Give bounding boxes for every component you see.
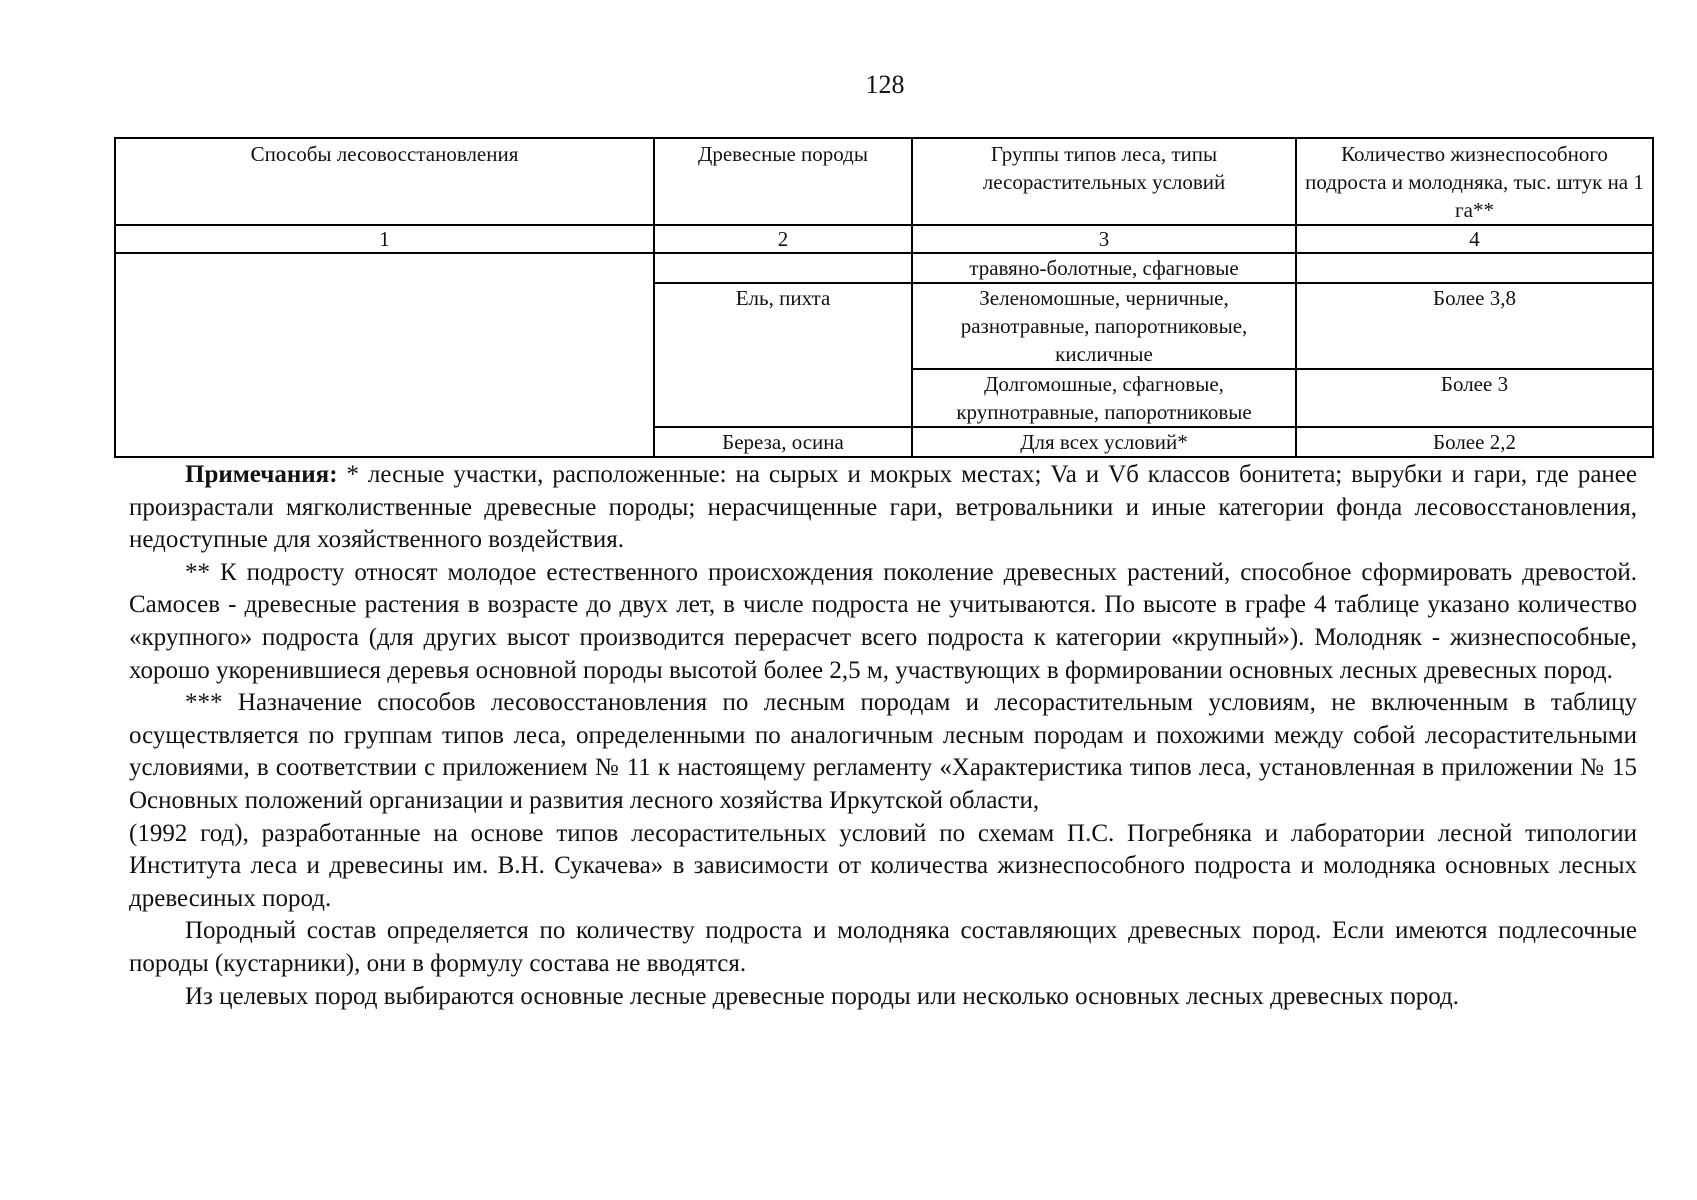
note-paragraph: ** К подросту относят молодое естественного происхождения поколение древесных растений, способное сформировать древостой. Самосев - древесные растения в возрасте до двух лет, в числе подроста не учитываются. По высоте в графе 4 таблице указано количество «крупного» подроста (для других высот производится перерасчет всего подроста к категории «крупный»). Молодняк - жизнеспособные, хорошо укоренившиеся деревья основной породы высотой более 2,5 м, участвующих в формировании основных лесных древесных пород. bbox=[129, 558, 1637, 684]
condition-cell: Для всех условий* bbox=[912, 427, 1296, 457]
quantity-cell: Более 3,8 bbox=[1296, 283, 1653, 369]
quantity-cell: Более 3 bbox=[1296, 369, 1653, 427]
condition-cell: Долгомошные, сфагновые, крупнотравные, папоротниковые bbox=[912, 369, 1296, 427]
column-number: 3 bbox=[912, 225, 1296, 253]
quantity-cell: Более 2,2 bbox=[1296, 427, 1653, 457]
notes-section bbox=[129, 459, 1637, 1013]
table-row bbox=[115, 253, 1653, 283]
notes-label: Примечания: bbox=[185, 461, 338, 488]
note-paragraph: *** Назначение способов лесовосстановления по лесным породам и лесорастительным условиям, не включенным в таблицу осуществляется по группам типов леса, определенными по аналогичным лесным породам и похожими между собой лесорастительными условиями, в соответствии с приложением № 11 к настоящему регламенту «Характеристика типов леса, установленная в приложении № 15 Основных положений организации и развития лесного хозяйства Иркутской области, bbox=[129, 689, 1637, 814]
header-forest-types: Группы типов леса, типы лесорастительных условий bbox=[912, 138, 1296, 225]
note-paragraph: Из целевых пород выбираются основные лесные древесные породы или несколько основных лесных древесных пород. bbox=[185, 982, 1460, 1010]
column-number-row bbox=[115, 225, 1653, 253]
condition-cell: травяно-болотные, сфагновые bbox=[912, 253, 1296, 283]
note-text: * лесные участки, расположенные: на сырых и мокрых местах; Va и Vб классов бонитета; вырубки и гари, где ранее произрастали мягколиственные древесные породы; нерасчищенные гари, ветровальники и иные категории фонда лесовосстановления, недоступные для хозяйственного воздействия. bbox=[129, 461, 1637, 554]
page-number: 128 bbox=[865, 70, 905, 99]
header-species: Древесные породы bbox=[654, 138, 912, 225]
note-paragraph: Породный состав определяется по количеству подроста и молодняка составляющих древесных пород. Если имеются подлесочные породы (кустарники), они в формулу состава не вводятся. bbox=[129, 917, 1637, 977]
reforestation-table bbox=[114, 137, 1654, 458]
column-number: 2 bbox=[654, 225, 912, 253]
header-methods: Способы лесовосстановления bbox=[115, 138, 654, 225]
species-cell: Ель, пихта bbox=[654, 283, 912, 427]
method-cell bbox=[115, 253, 654, 457]
species-cell: Береза, осина bbox=[654, 427, 912, 457]
column-number: 1 bbox=[115, 225, 654, 253]
quantity-cell bbox=[1296, 253, 1653, 283]
column-number: 4 bbox=[1296, 225, 1653, 253]
note-paragraph bbox=[129, 459, 1637, 557]
condition-cell: Зеленомошные, черничные, разнотравные, папоротниковые, кисличные bbox=[912, 283, 1296, 369]
header-quantity: Количество жизнеспособного подроста и молодняка, тыс. штук на 1 га** bbox=[1296, 138, 1653, 225]
species-cell bbox=[654, 253, 912, 283]
note-paragraph: (1992 год), разработанные на основе типов лесорастительных условий по схемам П.С. Погребняка и лаборатории лесной типологии Института леса и древесины им. В.Н. Сукачева» в зависимости от количества жизнеспособного подроста и молодняка основных лесных древесиных пород. bbox=[129, 819, 1637, 912]
table-header-row bbox=[115, 138, 1653, 225]
